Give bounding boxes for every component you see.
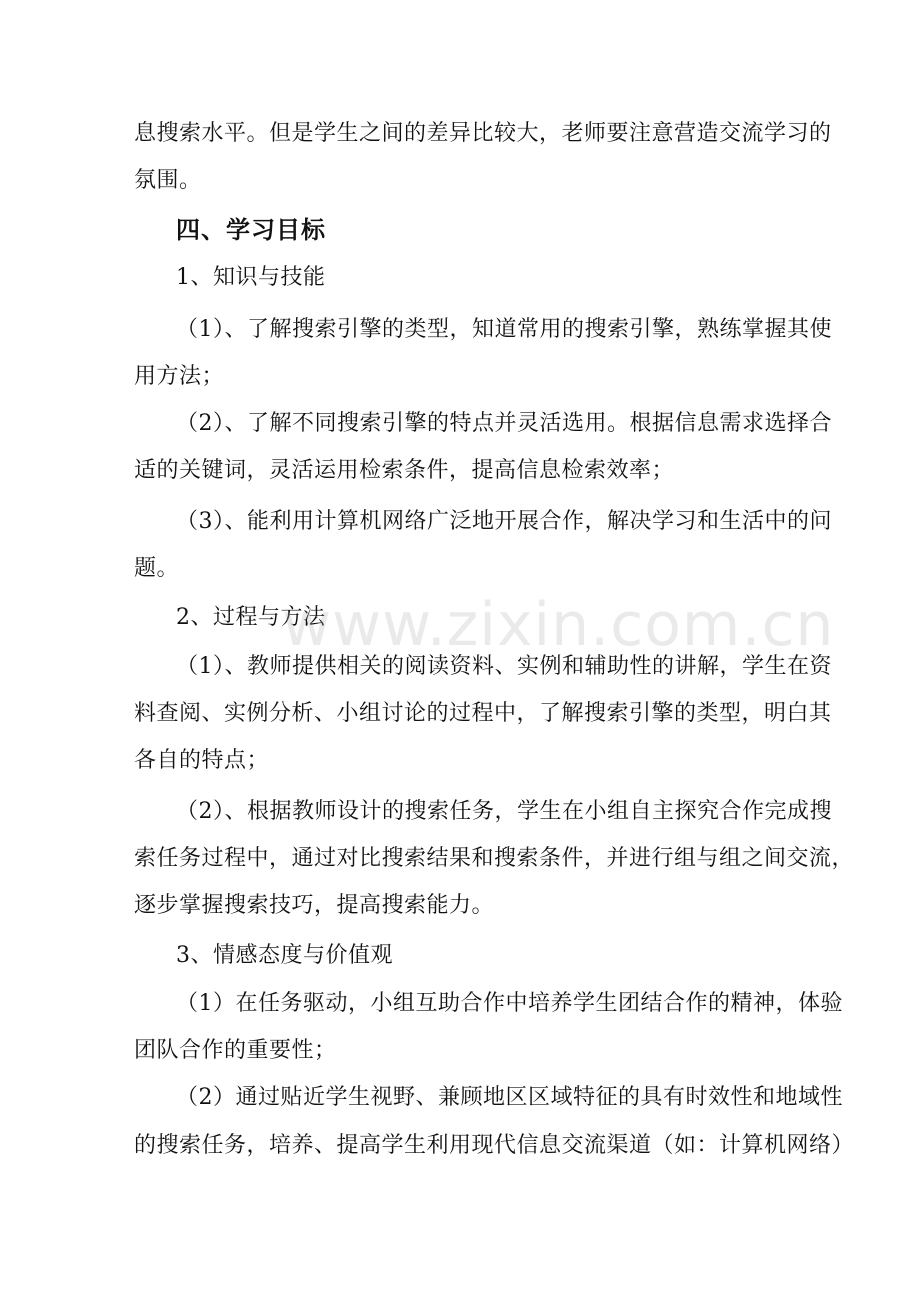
paragraph-line: 索任务过程中，通过对比搜索结果和搜索条件，并进行组与组之间交流，	[134, 846, 855, 871]
subsection-heading: 1、知识与技能	[176, 265, 326, 290]
paragraph-line: （2）、根据教师设计的搜索任务，学生在小组自主探究合作完成搜	[176, 799, 832, 824]
watermark-text: www.zixin.com.cn	[282, 590, 835, 660]
paragraph-line: 团队合作的重要性；	[134, 1038, 337, 1063]
subsection-heading: 2、过程与方法	[176, 605, 326, 630]
paragraph-line: 题。	[134, 556, 180, 581]
paragraph-line: （1）、教师提供相关的阅读资料、实例和辅助性的讲解，学生在资	[176, 654, 832, 679]
paragraph-line: （2）、了解不同搜索引擎的特点并灵活选用。根据信息需求选择合	[176, 411, 832, 436]
paragraph-line: （3）、能利用计算机网络广泛地开展合作，解决学习和生活中的问	[176, 509, 832, 534]
paragraph-line: 氛围。	[134, 168, 202, 193]
paragraph-line: （1）在任务驱动，小组互助合作中培养学生团结合作的精神，体验	[176, 991, 843, 1016]
subsection-heading: 3、情感态度与价值观	[176, 943, 393, 968]
paragraph-line: 适的关键词，灵活运用检索条件，提高信息检索效率；	[134, 458, 675, 483]
section-heading: 四、学习目标	[176, 216, 326, 244]
paragraph-line: 用方法；	[134, 364, 225, 389]
paragraph-line: 息搜索水平。但是学生之间的差异比较大，老师要注意营造交流学习的	[134, 121, 832, 146]
paragraph-line: 料查阅、实例分析、小组讨论的过程中，了解搜索引擎的类型，明白其	[134, 701, 832, 726]
paragraph-line: 逐步掌握搜索技巧，提高搜索能力。	[134, 893, 495, 918]
paragraph-line: （1）、了解搜索引擎的类型，知道常用的搜索引擎，熟练掌握其使	[176, 317, 832, 342]
paragraph-line: 各自的特点；	[134, 748, 270, 773]
paragraph-line: 的搜索任务，培养、提高学生利用现代信息交流渠道（如：计算机网络）	[134, 1133, 855, 1158]
paragraph-line: （2）通过贴近学生视野、兼顾地区区域特征的具有时效性和地域性	[176, 1085, 843, 1110]
